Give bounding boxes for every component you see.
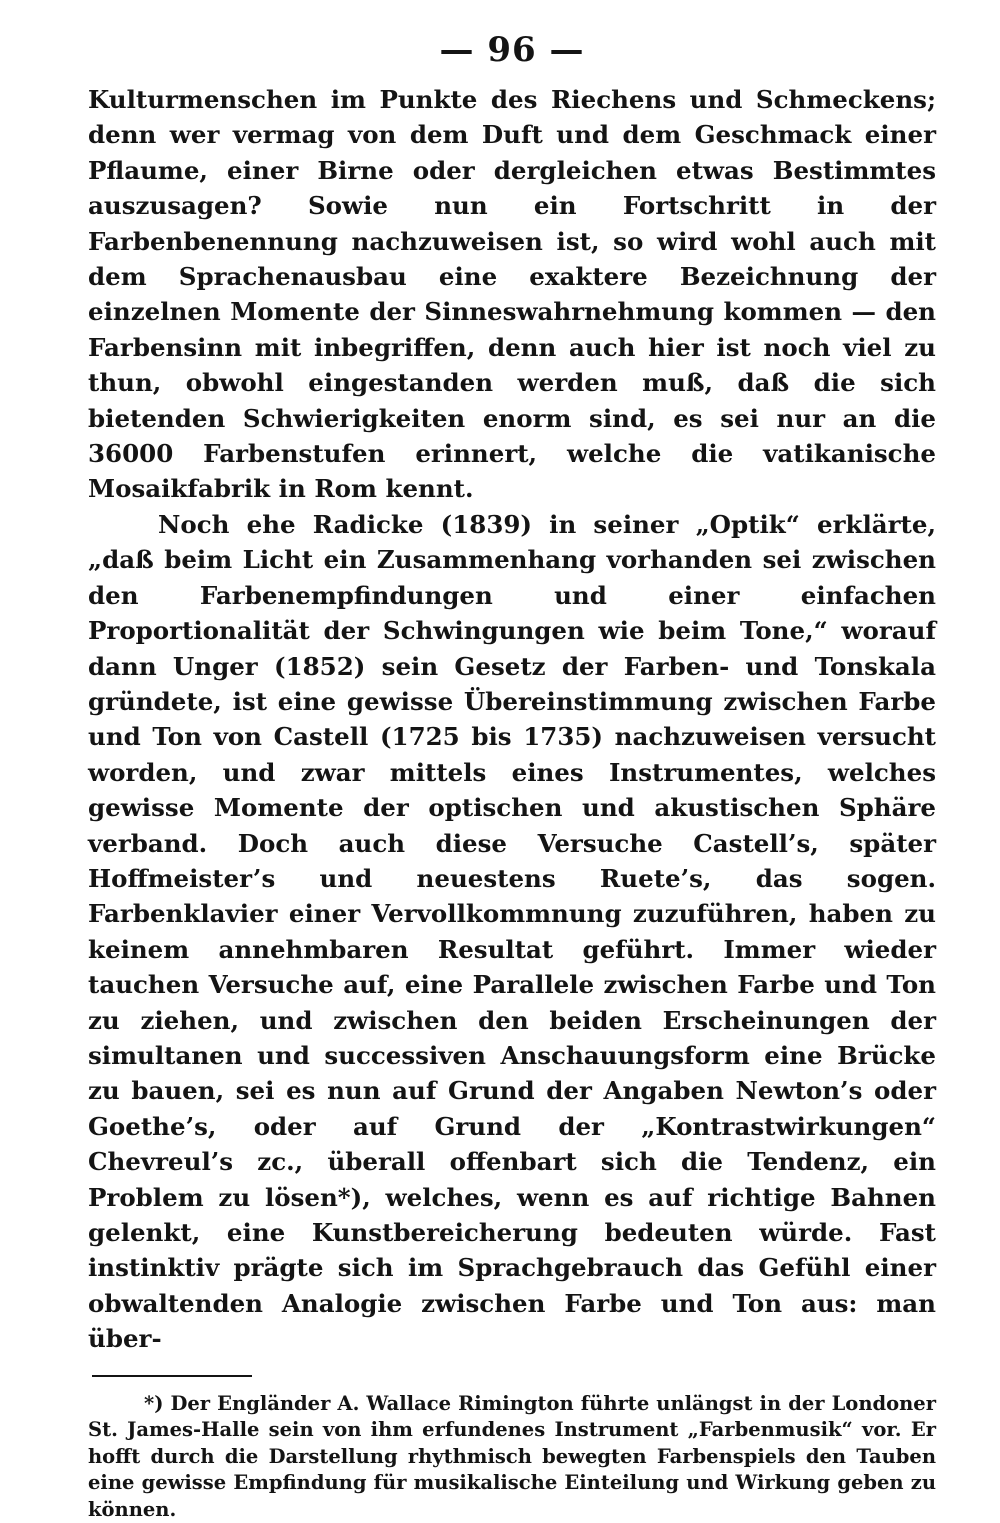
book-page: [88, 30, 936, 1521]
paragraph-2: Noch ehe Radicke (1839) in seiner „Optik“ erklärte, „daß beim Licht ein Zusammenhang vorhanden sei zwischen den Farbenempfindungen und einer einfachen Proportionalität der Schwingungen wie beim Tone,“ worauf dann Unger (1852) sein Gesetz der Farben- und Tonskala gründete, ist eine gewisse Übereinstimmung zwischen Farbe und Ton von Castell (1725 bis 1735) nachzuweisen versucht worden, und zwar mittels eines Instrumentes, welches gewisse Momente der optischen und akustischen Sphäre verband. Doch auch diese Versuche Castell’s, später Hoffmeister’s und neuestens Ruete’s, das sogen. Farbenklavier einer Vervollkommnung zuzuführen, haben zu keinem annehmbaren Resultat geführt. Immer wieder tauchen Versuche auf, eine Parallele zwischen Farbe und Ton zu ziehen, und zwischen den beiden Erscheinungen der simultanen und successiven Anschauungsform eine Brücke zu bauen, sei es nun auf Grund der Angaben Newton’s oder Goethe’s, oder auf Grund der „Kontrastwirkungen“ Chevreul’s zc., überall offenbart sich die Tendenz, ein Problem zu lösen*), welches, wenn es auf richtige Bahnen gelenkt, eine Kunstbereicherung bedeuten würde. Fast instinktiv prägte sich im Sprachgebrauch das Gefühl einer obwaltenden Analogie zwischen Farbe und Ton aus: man über-: [88, 509, 936, 1354]
paragraph-1: Kulturmenschen im Punkte des Riechens und Schmeckens; denn wer vermag von dem Duft und dem Geschmack einer Pflaume, einer Birne oder dergleichen etwas Bestimmtes auszusagen? Sowie nun ein Fortschritt in der Farbenbenennung nachzuweisen ist, so wird wohl auch mit dem Sprachenausbau eine exaktere Bezeichnung der einzelnen Momente der Sinneswahrnehmung kommen — den Farbensinn mit inbegriffen, denn auch hier ist noch viel zu thun, obwohl eingestanden werden muß, daß die sich bietenden Schwierigkeiten enorm sind, es sei nur an die 36000 Farbenstufen erinnert, welche die vatikanische Mosaikfabrik in Rom kennt.: [88, 85, 936, 504]
body-text: [88, 82, 936, 1357]
footnote: *) Der Engländer A. Wallace Rimington führte unlängst in der Londoner St. James-Halle sein von ihm erfundenes Instrument „Farbenmusik“ vor. Er hofft durch die Darstellung rhythmisch bewegten Farbenspiels den Tauben eine gewisse Empfindung für musikalische Einteilung und Wirkung geben zu können.: [88, 1391, 936, 1521]
page-number: — 96 —: [439, 30, 585, 70]
footnote-divider: [92, 1375, 252, 1377]
